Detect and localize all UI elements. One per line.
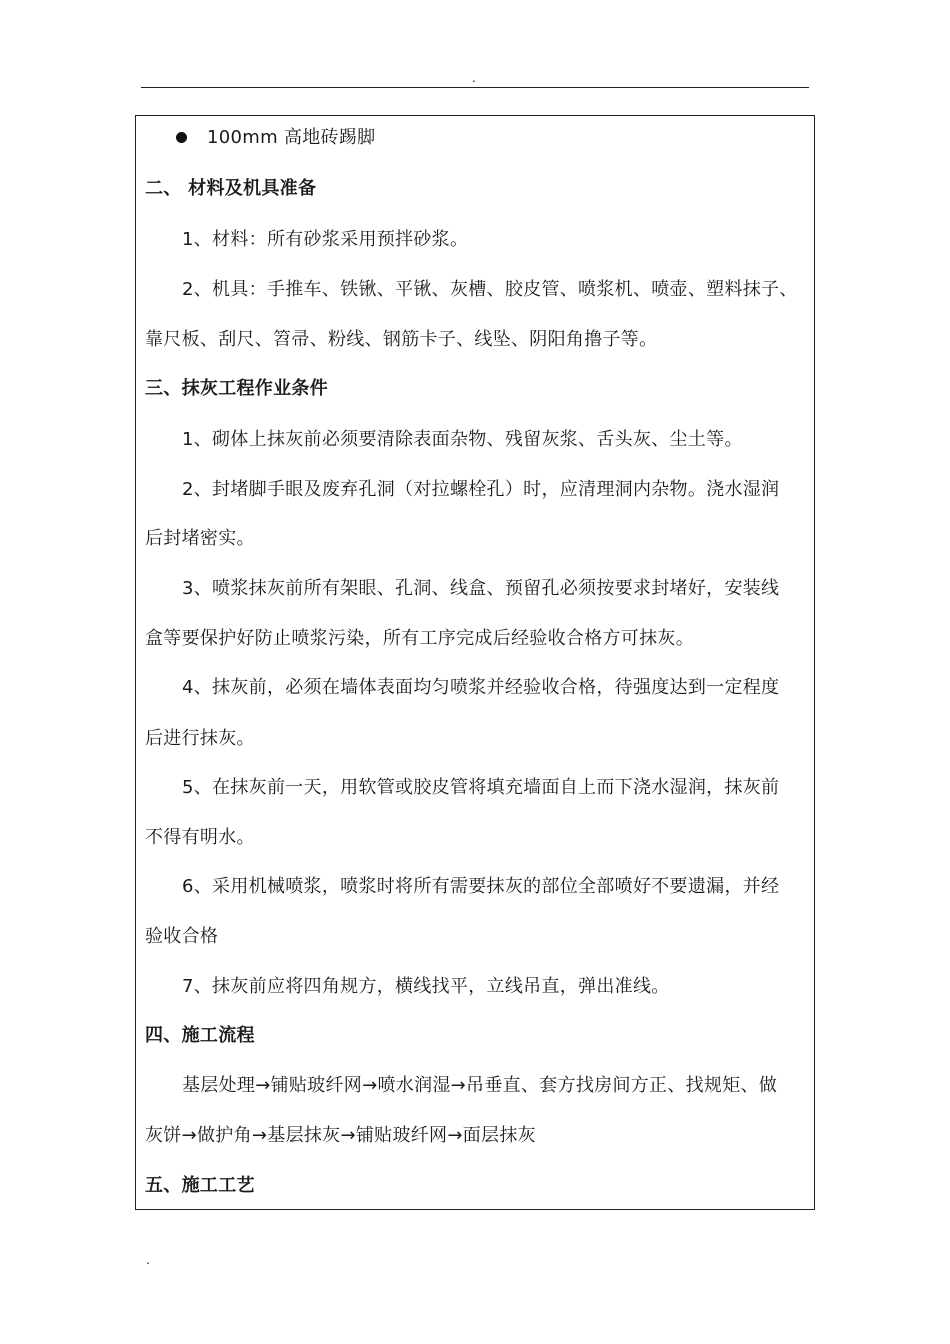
bullet-icon — [176, 132, 187, 143]
section5-title: 五、施工工艺 — [145, 1175, 255, 1196]
section2-item2-line2: 靠尺板、刮尺、笤帚、粉线、钢筋卡子、线坠、阴阳角撸子等。 — [145, 329, 658, 350]
section3-title: 三、抹灰工程作业条件 — [145, 378, 328, 399]
section4-flow-line1: 基层处理→铺贴玻纤网→喷水润湿→吊垂直、套方找房间方正、找规矩、做 — [182, 1075, 778, 1096]
section2-item2-line1: 2、机具：手推车、铁锹、平锹、灰槽、胶皮管、喷浆机、喷壶、塑料抹子、 — [182, 279, 798, 300]
section3-item4-line1: 4、抹灰前，必须在墙体表面均匀喷浆并经验收合格，待强度达到一定程度 — [182, 677, 780, 698]
section3-item3-line2: 盒等要保护好防止喷浆污染，所有工序完成后经验收合格方可抹灰。 — [145, 628, 694, 649]
section3-item5-line1: 5、在抹灰前一天，用软管或胶皮管将填充墙面自上而下浇水湿润，抹灰前 — [182, 777, 780, 798]
section2-item1: 1、材料：所有砂浆采用预拌砂浆。 — [182, 229, 469, 250]
section4-flow-line2: 灰饼→做护角→基层抹灰→铺贴玻纤网→面层抹灰 — [145, 1125, 536, 1146]
section3-item7: 7、抹灰前应将四角规方，横线找平，立线吊直，弹出准线。 — [182, 976, 670, 997]
section3-item3-line1: 3、喷浆抹灰前所有架眼、孔洞、线盒、预留孔必须按要求封堵好，安装线 — [182, 578, 780, 599]
footer-dot: . — [146, 1253, 150, 1267]
header-dot: . — [472, 71, 476, 85]
header-rule — [141, 87, 809, 88]
section3-item4-line2: 后进行抹灰。 — [145, 728, 255, 749]
section4-title: 四、施工流程 — [145, 1025, 255, 1046]
section3-item2-line2: 后封堵密实。 — [145, 528, 255, 549]
section3-item5-line2: 不得有明水。 — [145, 827, 255, 848]
section3-item6-line2: 验收合格 — [145, 926, 219, 947]
bullet-text: 100mm 高地砖踢脚 — [207, 127, 376, 148]
section3-item1: 1、砌体上抹灰前必须要清除表面杂物、残留灰浆、舌头灰、尘土等。 — [182, 429, 743, 450]
section2-title: 二、 材料及机具准备 — [145, 178, 317, 199]
section3-item2-line1: 2、封堵脚手眼及废弃孔洞（对拉螺栓孔）时，应清理洞内杂物。浇水湿润 — [182, 479, 780, 500]
section3-item6-line1: 6、采用机械喷浆，喷浆时将所有需要抹灰的部位全部喷好不要遗漏，并经 — [182, 876, 780, 897]
